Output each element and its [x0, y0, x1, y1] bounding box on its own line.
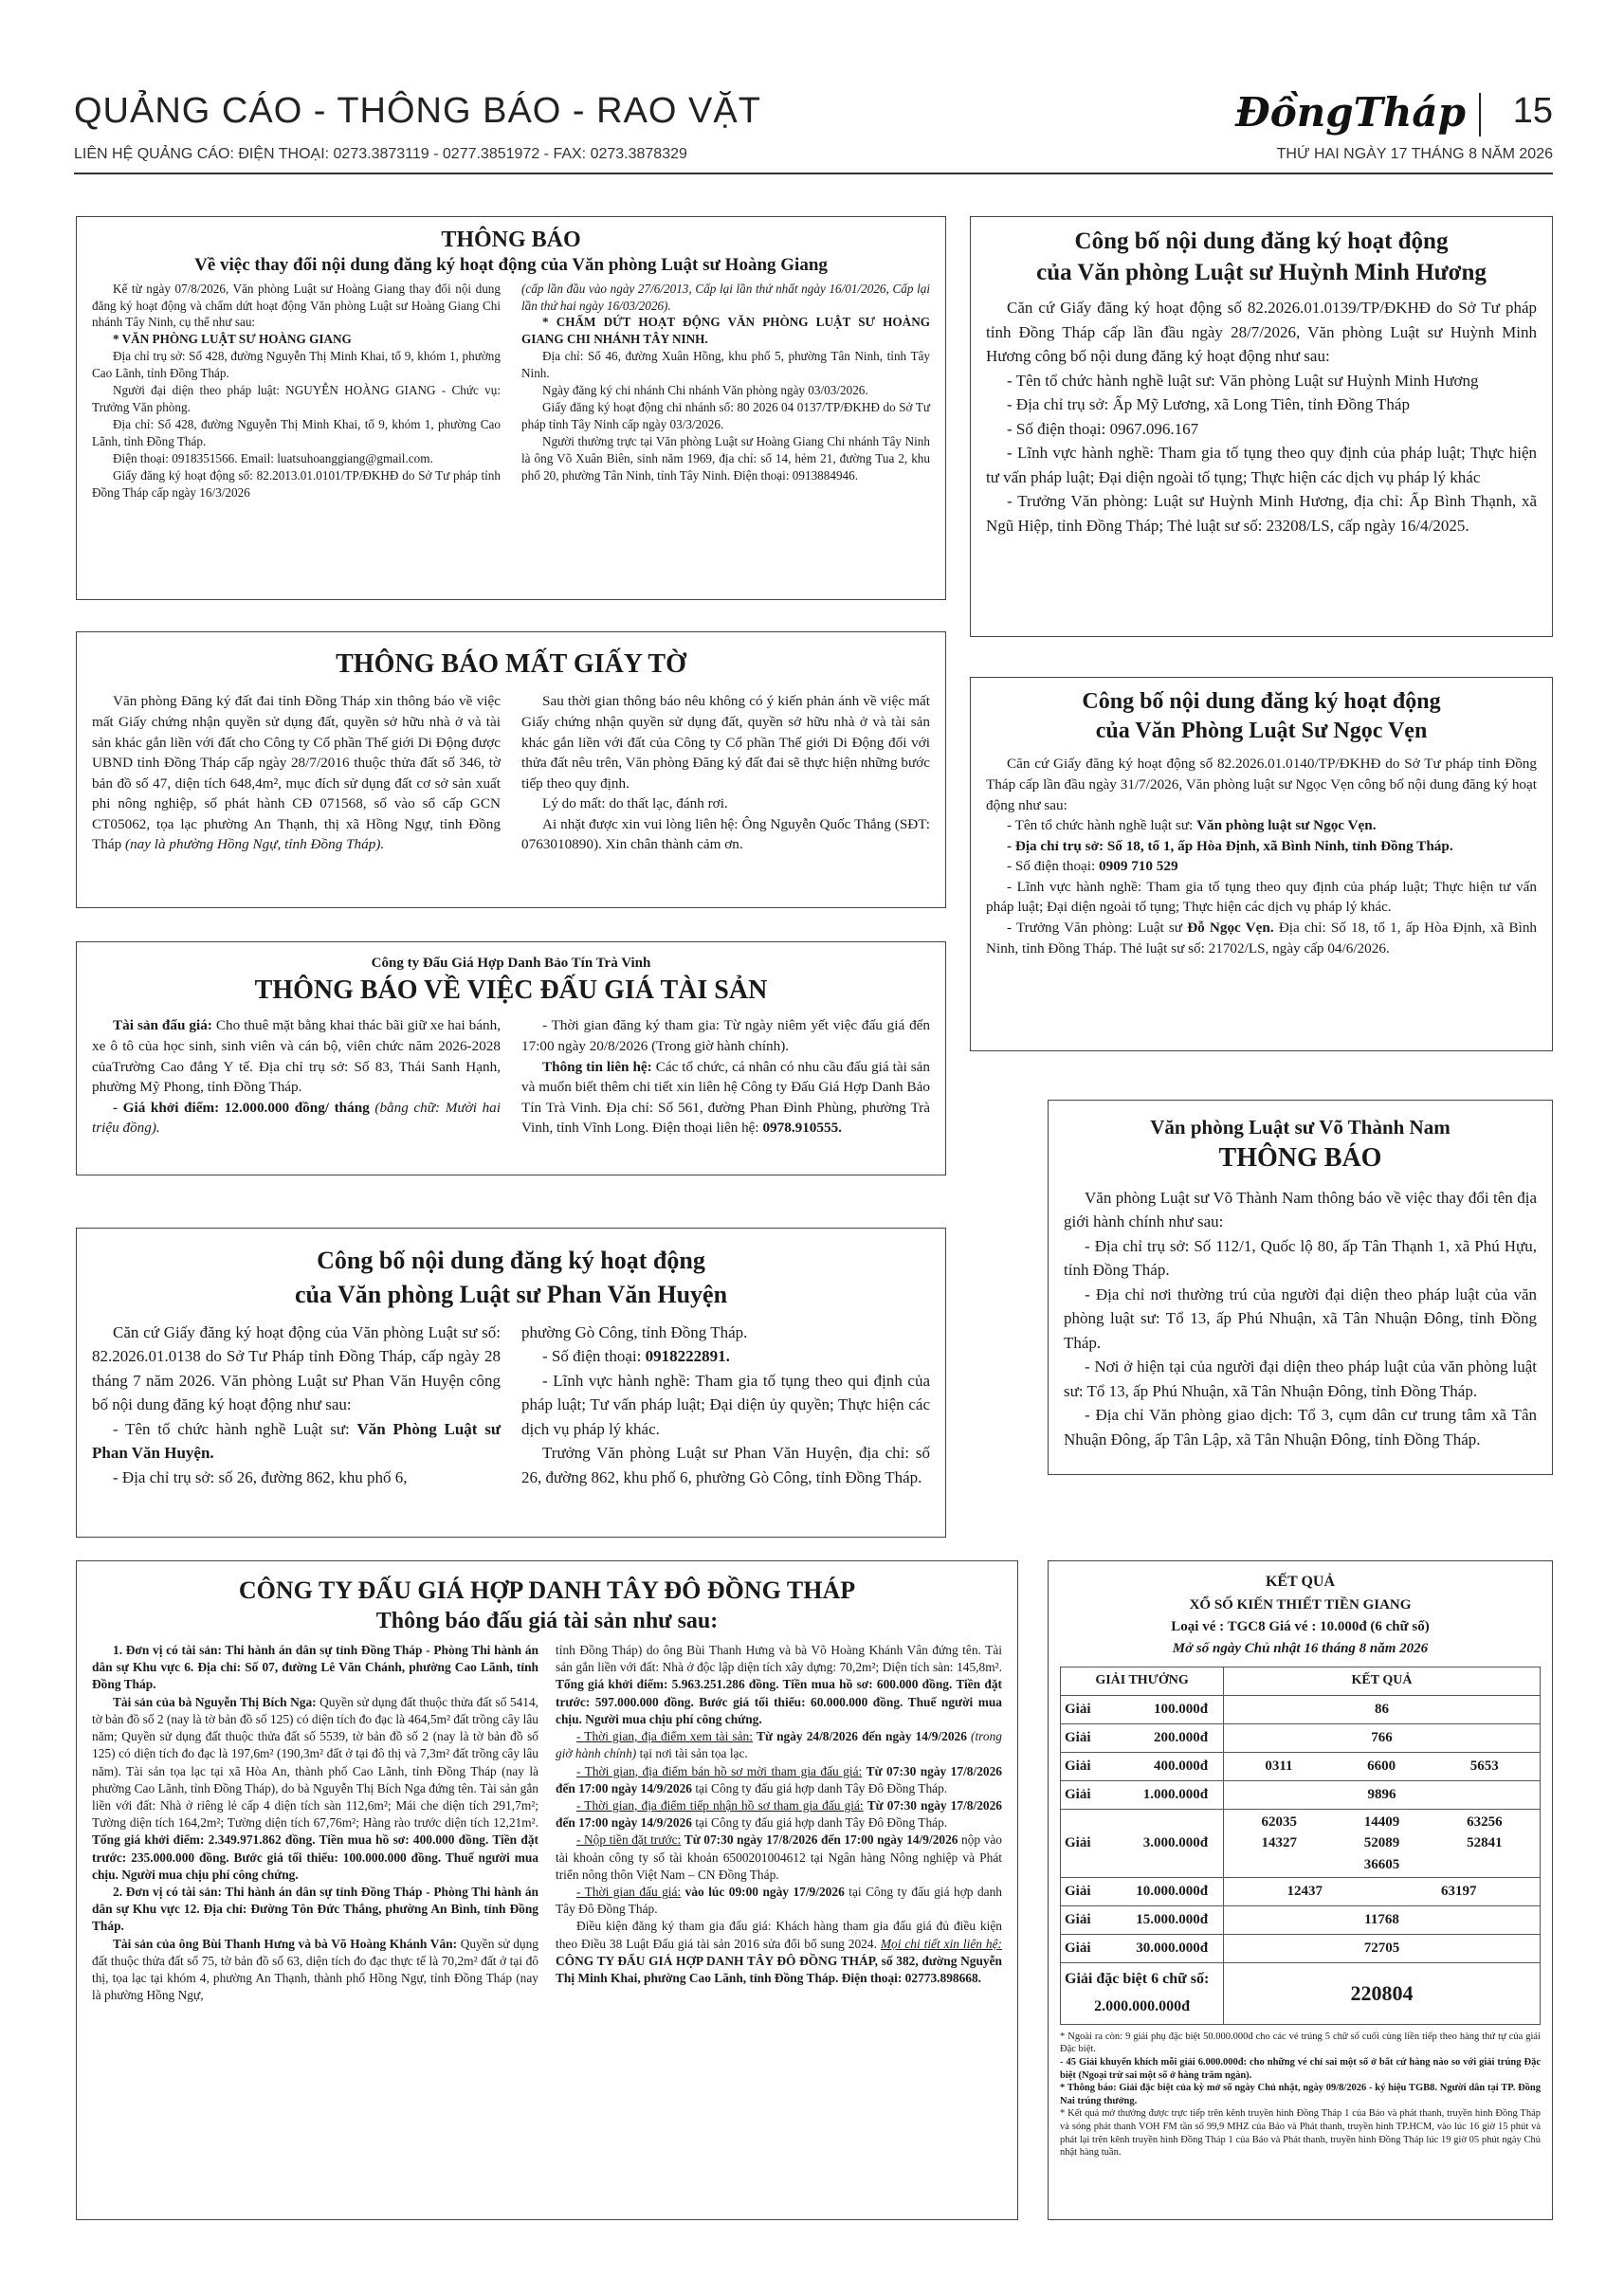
label: - Thời gian, địa điểm xem tài sản: [576, 1729, 753, 1744]
prize-label [1061, 1780, 1224, 1809]
company-name: Văn phòng Luật sư Võ Thành Nam [1150, 1116, 1451, 1139]
notice-title: THÔNG BÁO [441, 228, 581, 252]
page-number: 15 [1512, 91, 1553, 131]
prize-word: Giải [1065, 1884, 1091, 1900]
paragraph: Người đại diện theo pháp luật: NGUYỄN HOÀNG GIANG - Chức vụ: Trưởng Văn phòng. [92, 383, 501, 415]
draw-date: Mở số ngày Chủ nhật 16 tháng 8 năm 2026 [1172, 1641, 1429, 1657]
prize-numbers [1224, 1723, 1541, 1752]
branch-heading: * CHẤM DỨT HOẠT ĐỘNG VĂN PHÒNG LUẬT SƯ HOÀNG GIANG CHI NHÁNH TÂY NINH. [521, 315, 930, 347]
notice-lost-documents [76, 631, 946, 908]
paragraph: Căn cứ Giấy đăng ký hoạt động số 82.2026.01.0139/TP/ĐKHĐ do Sở Tư pháp tỉnh Đồng Tháp cấp lần đầu ngày 28/7/2026, Văn phòng Luật sư Huỳnh Minh Hương công bố nội dung đăng ký hoạt động như sau: [986, 299, 1537, 365]
winning-number: 62035 [1261, 1813, 1297, 1830]
paragraph: - Nơi ở hiện tại của người đại diện theo pháp luật của văn phòng luật sư: Tổ 13, ấp Phú Nhuận, xã Tân Nhuận Đông, tỉnh Đồng Tháp. [1064, 1358, 1537, 1400]
paragraph: Trưởng Văn phòng Luật sư Phan Văn Huyện, địa chỉ: số 26, đường 862, khu phố 6, phường Gò Công, tỉnh Đồng Tháp. [521, 1444, 930, 1486]
right-column [556, 1642, 1002, 2005]
label: - Thời gian đấu giá: [576, 1885, 682, 1900]
head-line [986, 918, 1537, 958]
table-header-row [1061, 1667, 1541, 1695]
paragraph [521, 1057, 930, 1139]
lottery-results [1048, 1560, 1553, 2220]
company-name: Công ty Đấu Giá Hợp Danh Bảo Tín Trà Vinh [371, 956, 651, 971]
masthead [74, 87, 1553, 173]
paragraph: Người thường trực tại Văn phòng Luật sư Hoàng Giang Chi nhánh Tây Ninh là ông Võ Xuân Biên, sinh năm 1969, địa chỉ: số 14, hẻm 21, đường Tua 2, khu phố 20, phường Tân Ninh, tỉnh Tây Ninh. Điện thoại: 0913884946. [521, 434, 930, 483]
paragraph-text: tại Công ty đấu giá hợp danh Tây Đô Đồng Tháp. [695, 1780, 948, 1795]
number-line [1228, 1702, 1536, 1718]
label: - Tên tổ chức hành nghề Luật sư: [113, 1419, 350, 1438]
ticket-info: Loại vé : TGC8 Giá vé : 10.000đ (6 chữ số) [1171, 1619, 1430, 1635]
number-line [1228, 1730, 1536, 1746]
prize-amount: 200.000đ [1153, 1729, 1209, 1745]
lottery-subtitle: XỔ SỐ KIẾN THIẾT TIỀN GIANG [1189, 1596, 1412, 1613]
note: * Kết quả mở thưởng được trực tiếp trên kênh truyền hình Đồng Tháp 1 của Báo và phát thanh, truyền hình Đồng Tháp và sóng phát thanh VOH FM tần số 99,9 MHZ của Báo và Phát thanh, truyền hình TP.HCM, vào lúc 16 giờ 15 phút và phát lại trên kênh truyền hình Đồng Tháp 1 của Báo và Phát thanh, truyền hình Đồng Tháp lúc 19 giờ 05 phút ngày Chủ nhật hàng tuần. [1060, 2108, 1541, 2159]
prize-label [1061, 1752, 1224, 1780]
table-row [1061, 1963, 1541, 2025]
prize-word: Giải [1065, 1786, 1091, 1802]
paragraph: - Địa chỉ trụ sở: Số 112/1, Quốc lộ 80, ấp Tân Thạnh 1, xã Phú Hựu, tỉnh Đồng Tháp. [1064, 1236, 1537, 1280]
lottery-title: KẾT QUẢ [1265, 1574, 1336, 1590]
note: - 45 Giải khuyến khích mỗi giải 6.000.000đ: cho những vé chỉ sai một số ở bất cứ hàng nào so với giải trúng Đặc biệt (Ngoại trừ sai một số ở hàng trăm ngàn). [1060, 2056, 1541, 2081]
paragraph: - Trưởng Văn phòng: Luật sư Huỳnh Minh Hương, địa chỉ: Ấp Bình Thạnh, xã Ngũ Hiệp, tỉnh Đồng Tháp; Thẻ luật sư số: 23208/LS, cấp ngày 16/4/2025. [986, 492, 1537, 535]
number-line [1228, 1941, 1536, 1957]
winning-number: 86 [1375, 1701, 1390, 1717]
notice-tay-do-auction [76, 1560, 1018, 2220]
prize-label [1061, 1723, 1224, 1752]
value: Từ 07:30 ngày 17/8/2026 đến 17:00 ngày 14/9/2026 [556, 1763, 1002, 1795]
table-row [1061, 1695, 1541, 1723]
prize-numbers [1224, 1935, 1541, 1963]
number-line [1228, 1832, 1536, 1854]
paragraph-text: Quyền sử dụng đất thuộc thửa đất số 5414, tờ bản đồ số 2 (nay là tờ bản đồ số 125) có diện tích đo đạc là 464,5m² đất trồng cây lâu năm; Quyền sử dụng đất thuộc thửa đất số 5539, tờ bản đồ số 2 (nay là tờ bản đồ số 125) có diện tích đo đạc là 197,6m² (190,3m² đất ở tại đô thị và 7,3m² đất trồng cây lâu năm). Tài sản tọa lạc tại xã Hòa An, thành phố Cao Lãnh, tỉnh Đồng Tháp (nay là phường Cao Lãnh, tỉnh Đồng Tháp), do bà Nguyễn Thị Bích Nga đứng tên. Tài sản gắn liền với đất: Nhà ở riêng lẻ cấp 4 diện tích sàn 112,6m²; Mái che diện tích 291,7m²; Tường diện tích 164,2m²; Tường diện tích 67,76m²; Hàng rào trước diện tích 12,21m². [92, 1694, 538, 1831]
paragraph [92, 1694, 538, 1884]
label: - Tên tổ chức hành nghề luật sư: [1007, 817, 1194, 834]
prize-label [1061, 1809, 1224, 1878]
paragraph-text: tại Công ty đấu giá hợp danh Tây Đô Đồng Tháp. [695, 1815, 948, 1831]
special-prize-number: 220804 [1224, 1963, 1541, 2025]
paragraph: Giấy đăng ký hoạt động chi nhánh số: 80 2026 04 0137/TP/ĐKHĐ do Sở Tư pháp tỉnh Tây Ninh cấp ngày 03/3/2026. [521, 400, 930, 432]
schedule-line [556, 1763, 1002, 1797]
left-column [92, 1321, 501, 1490]
price-details: Tổng giá khởi điểm: 2.349.971.862 đồng. Tiền mua hồ sơ: 400.000 đồng. Tiền đặt trước: 235.000.000 đồng. Bước giá tối thiểu: 100.000.000 đồng. Thuế người mua chịu. Người mua chịu phí công chứng. [92, 1832, 538, 1882]
prize-numbers [1224, 1695, 1541, 1723]
reason-line: Lý do mất: do thất lạc, đánh rơi. [542, 795, 728, 812]
notice-subtitle: của Văn phòng Luật sư Phan Văn Huyện [294, 1281, 728, 1309]
table-row [1061, 1935, 1541, 1963]
advertising-contact: LIÊN HỆ QUẢNG CÁO: ĐIỆN THOẠI: 0273.3873119 - 0277.3851972 - FAX: 0273.3878329 [74, 146, 687, 162]
number-line [1228, 1787, 1536, 1803]
column-header: KẾT QUẢ [1224, 1667, 1541, 1695]
schedule-line [556, 1728, 1002, 1762]
paragraph [92, 1015, 501, 1097]
paragraph: Văn phòng Luật sư Võ Thành Nam thông báo về việc thay đổi tên địa giới hành chính như sau: [1064, 1188, 1537, 1231]
section-title: QUẢNG CÁO - THÔNG BÁO - RAO VẶT [74, 91, 761, 131]
label: Tài sản đấu giá: [113, 1017, 212, 1034]
seller-heading: 1. Đơn vị có tài sản: Thi hành án dân sự tỉnh Đồng Tháp - Phòng Thi hành án dân sự Khu vực 6. Địa chỉ: Số 07, đường Lê Văn Chánh, phường Cao Lãnh, tỉnh Đồng Tháp. [92, 1642, 538, 1692]
label: - Địa chỉ trụ sở: [1007, 837, 1104, 854]
winning-number: 52089 [1363, 1835, 1400, 1851]
contact-line: Ai nhặt được xin vui lòng liên hệ: Ông Nguyễn Quốc Thắng (SĐT: 0763010890). Xin chân thành cảm ơn. [521, 815, 930, 853]
paragraph: Giấy đăng ký hoạt động số: 82.2013.01.0101/TP/ĐKHĐ do Sở Tư pháp tỉnh Đồng Tháp cấp ngày 16/3/2026 [92, 468, 501, 500]
prize-label [1061, 1935, 1224, 1963]
paragraph-text: Quyền sử dụng đất thuộc thửa đất số 75, tờ bản đồ số 63, diện tích đo đạc thực tế là 70,2m² đất ở tại đô thị, tọa lạc tại khóm 4, phường An Thạnh, thành phố Hồng Ngự, tỉnh Đồng Tháp (nay là phường Hồng Ngự, [92, 1936, 538, 2003]
label: - Thời gian, địa điểm tiếp nhận hồ sơ tham gia đấu giá: [576, 1797, 864, 1813]
paragraph: - Tên tổ chức hành nghề luật sư: Văn phòng Luật sư Huỳnh Minh Hương [1007, 371, 1479, 390]
table-row [1061, 1780, 1541, 1809]
schedule-line [556, 1831, 1002, 1884]
label: - Số điện thoại: [542, 1347, 642, 1366]
prize-label [1061, 1878, 1224, 1906]
note: * Thông báo: Giải đặc biệt của kỳ mở số ngày Chủ nhật, ngày 09/8/2026 - ký hiệu TGB8. Người dân tại TP. Đồng Nai trúng thưởng. [1060, 2083, 1541, 2106]
value: Từ 07:30 ngày 17/8/2026 đến 17:00 ngày 14/9/2026 [684, 1832, 958, 1848]
notice-huynh-minh-huong [970, 216, 1553, 637]
right-column [521, 1321, 930, 1490]
paragraph: - Lĩnh vực hành nghề: Tham gia tố tụng theo quy định của pháp luật; Thực hiện tư vấn pháp luật; Đại diện ngoài tố tụng; Thực hiện các dịch vụ pháp lý khác. [986, 878, 1537, 916]
notice-title: THÔNG BÁO VỀ VIỆC ĐẤU GIÁ TÀI SẢN [254, 975, 768, 1005]
paragraph: Căn cứ Giấy đăng ký hoạt động của Văn phòng Luật sư số: 82.2026.01.0138 do Sở Tư Pháp tỉnh Đồng Tháp, cấp ngày 28 tháng 7 năm 2026. Văn phòng Luật sư Phan Văn Huyện công bố nội dung đăng ký hoạt động như sau: [92, 1322, 501, 1414]
label: - Thời gian, địa điểm bán hồ sơ mời tham gia đấu giá: [576, 1763, 863, 1778]
price-details: Tổng giá khởi điểm: 5.963.251.286 đồng. Tiền mua hồ sơ: 600.000 đồng. Tiền đặt trước: 597.000.000 đồng. Bước giá tối thiểu: 60.000.000 đồng. Thuế người mua chịu. Người mua chịu phí công chứng. [556, 1677, 1002, 1726]
paragraph-text: nộp vào tài khoản công ty số tài khoản 6500201004612 tại Ngân hàng Nông nghiệp và Phát triển nông thôn Việt Nam – CN Đồng Tháp. [556, 1832, 1002, 1882]
prize-numbers [1224, 1809, 1541, 1878]
paragraph: Căn cứ Giấy đăng ký hoạt động số 82.2026.01.0140/TP/ĐKHĐ do Sở Tư pháp tỉnh Đồng Tháp cấp lần đầu ngày 31/7/2026, Văn phòng luật sư Ngọc Vẹn công bố nội dung đăng ký hoạt động như sau: [986, 756, 1537, 813]
paragraph: Kể từ ngày 07/8/2026, Văn phòng Luật sư Hoàng Giang thay đổi nội dung đăng ký hoạt động và chấm dứt hoạt động Văn phòng Luật sư Hoàng Giang Chi nhánh Tây Ninh, cụ thể như sau: [92, 281, 501, 330]
paragraph-text: tại Công ty đấu giá hợp danh Tây Đô Đồng Tháp. [556, 1885, 1002, 1917]
label: - Nộp tiền đặt trước: [576, 1832, 682, 1848]
winning-number: 9896 [1367, 1786, 1396, 1802]
company-contact: CÔNG TY ĐẤU GIÁ HỢP DANH TÂY ĐÔ ĐỒNG THÁP, số 382, đường Nguyễn Thị Minh Khai, phường Cao Lãnh, tỉnh Đồng Tháp. Điện thoại: 02773.898668. [556, 1953, 1002, 1986]
number-line [1228, 1912, 1536, 1928]
notice-subtitle: Về việc thay đổi nội dung đăng ký hoạt động của Văn phòng Luật sư Hoàng Giang [194, 254, 828, 275]
paragraph-text: Địa chỉ: Số 18, tổ 1, ấp Hòa Định, xã Bình Ninh, tỉnh Đồng Tháp. Thẻ luật sư số: 21702/LS, ngày cấp 04/6/2026. [986, 920, 1538, 957]
column-header: GIẢI THƯỞNG [1061, 1667, 1224, 1695]
prize-amount: 3.000.000đ [1142, 1834, 1209, 1850]
prize-word: Giải [1065, 1912, 1091, 1928]
issue-date: THỨ HAI NGÀY 17 THÁNG 8 NĂM 2026 [1276, 146, 1553, 162]
paragraph [556, 1642, 1002, 1728]
results-body [1061, 1695, 1541, 1963]
notice-phan-van-huyen [76, 1228, 946, 1538]
value: Số 18, tổ 1, ấp Hòa Định, xã Bình Ninh, tỉnh Đồng Tháp. [1106, 837, 1453, 854]
prize-label [1061, 1906, 1224, 1935]
paragraph: Ngày đăng ký chi nhánh Chi nhánh Văn phòng ngày 03/03/2026. [542, 383, 868, 398]
notice-subtitle: của Văn phòng Luật sư Huỳnh Minh Hương [1036, 259, 1487, 285]
paragraph-text: Các tổ chức, cá nhân có nhu cầu đấu giá tài sản và muốn biết thêm chi tiết xin liên hệ Công ty Đấu Giá Hợp Danh Bảo Tín Trà Vinh. Địa chỉ: Số 561, đường Phan Đình Phùng, phường Trà Vinh, tỉnh Vĩnh Long. Điện thoại liên hệ: [521, 1058, 931, 1137]
paragraph: - Địa chỉ nơi thường trú của người đại diện theo pháp luật của văn phòng luật sư: Tổ 13, ấp Phú Nhuận, xã Tân Nhuận Đông, tỉnh Đồng Tháp. [1064, 1285, 1537, 1352]
special-prize-name: Giải đặc biệt 6 chữ số: [1065, 1971, 1210, 1988]
right-column [521, 691, 930, 855]
left-column [92, 691, 501, 855]
prize-amount: 1.000.000đ [1142, 1786, 1209, 1802]
paragraph: - Số điện thoại: 0967.096.167 [1007, 419, 1199, 438]
notice-title: Công bố nội dung đăng ký hoạt động [317, 1247, 705, 1274]
paragraph: - Thời gian đăng ký tham gia: Từ ngày niêm yết việc đấu giá đến 17:00 ngày 20/8/2026 (Trong giờ hành chính). [521, 1017, 930, 1054]
paragraph-note: Mọi chi tiết xin liên hệ: [880, 1936, 1002, 1951]
winning-number: 5653 [1469, 1758, 1499, 1774]
label: Thông tin liên hệ: [542, 1058, 652, 1075]
label: - Giá khởi điểm: [113, 1099, 220, 1116]
left-column [92, 281, 501, 501]
value: 12.000.000 đồng/ tháng [224, 1099, 370, 1116]
right-column [521, 281, 930, 501]
phone: 0978.910555. [762, 1120, 842, 1137]
prize-word: Giải [1065, 1729, 1091, 1745]
prize-amount: 30.000.000đ [1136, 1941, 1209, 1957]
paragraph: Địa chỉ: Số 46, đường Xuân Hồng, khu phố 5, phường Tân Ninh, tỉnh Tây Ninh. [521, 349, 930, 381]
address-line [986, 836, 1537, 857]
notice-title: THÔNG BÁO MẤT GIẤY TỜ [336, 649, 686, 679]
value: Đỗ Ngọc Vẹn. [1187, 920, 1274, 936]
table-row [1061, 1752, 1541, 1780]
paragraph: - Lĩnh vực hành nghề: Tham gia tố tụng theo qui định của pháp luật; Tư vấn pháp luật; Đại diện ủy quyền; Thực hiện các dịch vụ pháp lý khác. [521, 1371, 930, 1438]
paragraph: - Địa chỉ trụ sở: Ấp Mỹ Lương, xã Long Tiên, tỉnh Đồng Tháp [1007, 395, 1410, 413]
prize-numbers [1224, 1752, 1541, 1780]
phone-line [986, 856, 1537, 877]
notice-vo-thanh-nam [1048, 1100, 1553, 1475]
prize-numbers [1224, 1878, 1541, 1906]
paragraph: Địa chỉ trụ sở: Số 428, đường Nguyễn Thị Minh Khai, tổ 9, khóm 1, phường Cao Lãnh, tỉnh Đồng Tháp. [92, 349, 501, 381]
table-row [1061, 1906, 1541, 1935]
number-line [1228, 1884, 1536, 1900]
org-name-line [986, 815, 1537, 836]
winning-number: 766 [1371, 1729, 1393, 1745]
value: Văn Phòng Luật sư Phan Văn Huyện. [92, 1419, 502, 1463]
right-column [521, 1015, 930, 1138]
value: 0918222891. [645, 1347, 730, 1366]
winning-number: 36605 [1363, 1856, 1400, 1872]
value: 0909 710 529 [1099, 858, 1178, 875]
paragraph: Sau thời gian thông báo nêu không có ý kiến phản ánh về việc mất Giấy chứng nhận quyền sử dụng đất, quyền sở hữu nhà ở và tài sản khác gắn liền với đất của Công ty Cổ phần Thế giới Di Động đối với thửa đất nêu trên, Văn phòng Đăng ký đất đai sẽ thực hiện những bước tiếp theo quy định. [521, 693, 930, 792]
winning-number: 12437 [1286, 1884, 1323, 1900]
starting-price [92, 1098, 501, 1139]
lottery-notes [1060, 2031, 1541, 2159]
results-table [1060, 1667, 1541, 2025]
number-line [1228, 1854, 1536, 1876]
paragraph-text: Văn phòng Đăng ký đất đai tỉnh Đồng Tháp xin thông báo về việc mất Giấy chứng nhận quyền sử dụng đất, quyền sở hữu nhà ở và tài sản khác gắn liền với đất cho Công ty Cổ phần Thế giới Di Động được UBND tỉnh Đồng Tháp cấp ngày 28/7/2016 thuộc thửa đất số 346, tờ bản đồ số 47, diện tích 648,4m², mục đích sử dụng đất cơ sở sản xuất phi nông nghiệp, số phát hành CĐ 071568, số vào sổ cấp GCN CT05062, tọa lạc phường An Thạnh, thị xã Hồng Ngự, tỉnh Đồng Tháp [92, 693, 501, 853]
paragraph-note: (nay là phường Hồng Ngự, tỉnh Đồng Tháp). [125, 836, 385, 853]
paragraph-text: Điều kiện đăng ký tham gia đấu giá: Khách hàng tham gia đấu giá đủ điều kiện theo Điều 38 Luật Đấu giá tài sản 2016 sửa đổi bổ sung 2024. [556, 1919, 1002, 1951]
label: Tài sản của bà Nguyễn Thị Bích Nga: [113, 1694, 317, 1709]
prize-amount: 10.000.000đ [1136, 1884, 1209, 1900]
paragraph-text: Cho thuê mặt bằng khai thác bãi giữ xe hai bánh, xe ô tô của học sinh, sinh viên và cán bộ, viên chức năm 2026-2028 củaTrường Cao đẳng Y tế. Địa chỉ trụ sở: Số 83, Thái Sanh Hạnh, phường Mỹ Phong, tỉnh Đồng Tháp. [92, 1017, 501, 1096]
org-name-line [92, 1417, 501, 1466]
prize-amount: 100.000đ [1153, 1701, 1209, 1717]
value: Từ 07:30 ngày 17/8/2026 đến 17:00 ngày 14/9/2026 [556, 1797, 1002, 1831]
special-prize-amount: 2.000.000.000đ [1094, 1997, 1190, 2014]
paragraph: (cấp lần đầu vào ngày 27/6/2013, Cấp lại lần thứ nhất ngày 16/01/2026, Cấp lại lần thứ hai ngày 16/03/2026). [521, 281, 930, 313]
notice-subtitle: Thông báo đấu giá tài sản như sau: [375, 1608, 719, 1633]
contact-line: Điện thoại: 0918351566. Email: luatsuhoanggiang@gmail.com. [113, 451, 433, 466]
schedule-line [556, 1797, 1002, 1831]
paragraph: - Địa chỉ Văn phòng giao dịch: Tổ 3, cụm dân cư trung tâm xã Tân Nhuận Đông, ấp Tân Lập, xã Tân Nhuận Đông, tỉnh Đồng Tháp. [1064, 1406, 1537, 1449]
notice-subtitle: của Văn Phòng Luật Sư Ngọc Vẹn [1095, 719, 1428, 744]
prize-amount: 15.000.000đ [1136, 1912, 1209, 1928]
winning-number: 63197 [1441, 1884, 1477, 1900]
winning-number: 0311 [1265, 1758, 1293, 1774]
winning-number: 52841 [1467, 1835, 1503, 1851]
special-prize-label [1061, 1963, 1224, 2025]
seller-heading: 2. Đơn vị có tài sản: Thi hành án dân sự tỉnh Đồng Tháp - Phòng Thi hành án dân sự Khu vực 12. Địa chỉ: Đường Tôn Đức Thắng, phường An Bình, tỉnh Đồng Tháp. [92, 1885, 538, 1934]
header-rule [74, 173, 1553, 174]
prize-numbers [1224, 1906, 1541, 1935]
prize-word: Giải [1065, 1834, 1091, 1850]
value: Văn phòng luật sư Ngọc Vẹn. [1196, 817, 1377, 834]
notice-title: Công bố nội dung đăng ký hoạt động [1074, 228, 1449, 254]
label: - Số điện thoại: [1007, 858, 1096, 875]
prize-word: Giải [1065, 1758, 1091, 1774]
notice-title: CÔNG TY ĐẤU GIÁ HỢP DANH TÂY ĐÔ ĐỒNG THÁP [238, 1576, 856, 1604]
left-column [92, 1642, 538, 2005]
notice-bao-tin-auction [76, 941, 946, 1175]
winning-number: 72705 [1363, 1941, 1400, 1957]
logo-divider [1479, 93, 1481, 137]
paragraph: Địa chỉ: Số 428, đường Nguyễn Thị Minh Khai, tổ 9, khóm 1, phường Cao Lãnh, tỉnh Đồng Tháp. [92, 417, 501, 449]
table-row [1061, 1723, 1541, 1752]
left-column [92, 1015, 501, 1138]
paragraph-text: tỉnh Đồng Tháp) do ông Bùi Thanh Hưng và bà Võ Hoàng Khánh Vân đứng tên. Tài sản gắn liền với đất: Nhà ở độc lập diện tích xây dựng: 70,2m²; Diện tích sàn: 145,8m². [556, 1642, 1002, 1675]
paragraph [556, 1918, 1002, 1987]
number-line [1228, 1758, 1536, 1775]
paragraph-note: (trong giờ hành chính) [556, 1729, 1002, 1761]
winning-number: 6600 [1367, 1758, 1396, 1774]
winning-number: 63256 [1467, 1813, 1503, 1830]
prize-word: Giải [1065, 1941, 1091, 1957]
winning-number: 14409 [1363, 1813, 1400, 1830]
winning-number: 14327 [1261, 1835, 1297, 1851]
prize-label [1061, 1695, 1224, 1723]
table-row [1061, 1809, 1541, 1878]
schedule-line [556, 1884, 1002, 1918]
paragraph [92, 1936, 538, 2005]
winning-number: 11768 [1364, 1912, 1399, 1928]
paragraph-note: (bằng chữ: Mười hai triệu đồng). [92, 1099, 501, 1137]
prize-numbers [1224, 1780, 1541, 1809]
phone-line [521, 1344, 930, 1369]
number-line [1228, 1812, 1536, 1833]
notice-hoang-giang [76, 216, 946, 600]
notice-ngoc-ven [970, 677, 1553, 1051]
paragraph: - Địa chỉ trụ sở: số 26, đường 862, khu phố 6, [113, 1467, 408, 1486]
paragraph-text: tại nơi tài sản tọa lạc. [639, 1746, 748, 1761]
value: vào lúc 09:00 ngày 17/9/2026 [684, 1885, 845, 1900]
paragraph: - Lĩnh vực hành nghề: Tham gia tố tụng theo quy định của pháp luật; Thực hiện tư vấn pháp luật; Đại diện ngoài tố tụng; Thực hiện các dịch vụ pháp lý khác [986, 444, 1537, 486]
newspaper-logo: ĐồngTháp [1235, 89, 1466, 136]
note: * Ngoài ra còn: 9 giải phụ đặc biệt 50.000.000đ cho các vé trúng 5 chữ số cuối cùng liền tiếp theo hàng thứ tự của giải Đặc biệt. [1060, 2031, 1541, 2055]
office-heading: * VĂN PHÒNG LUẬT SƯ HOÀNG GIANG [113, 332, 352, 347]
paragraph: phường Gò Công, tỉnh Đồng Tháp. [521, 1322, 748, 1341]
value: Từ ngày 24/8/2026 đến ngày 14/9/2026 [757, 1729, 967, 1744]
prize-word: Giải [1065, 1701, 1091, 1717]
prize-amount: 400.000đ [1153, 1758, 1209, 1774]
table-row [1061, 1878, 1541, 1906]
paragraph [92, 691, 501, 855]
notice-title: THÔNG BÁO [1218, 1143, 1382, 1174]
label: Tài sản của ông Bùi Thanh Hưng và bà Võ Hoàng Khánh Vân: [113, 1936, 458, 1951]
label: - Trưởng Văn phòng: Luật sư [1007, 920, 1183, 936]
notice-title: Công bố nội dung đăng ký hoạt động [1082, 689, 1441, 714]
